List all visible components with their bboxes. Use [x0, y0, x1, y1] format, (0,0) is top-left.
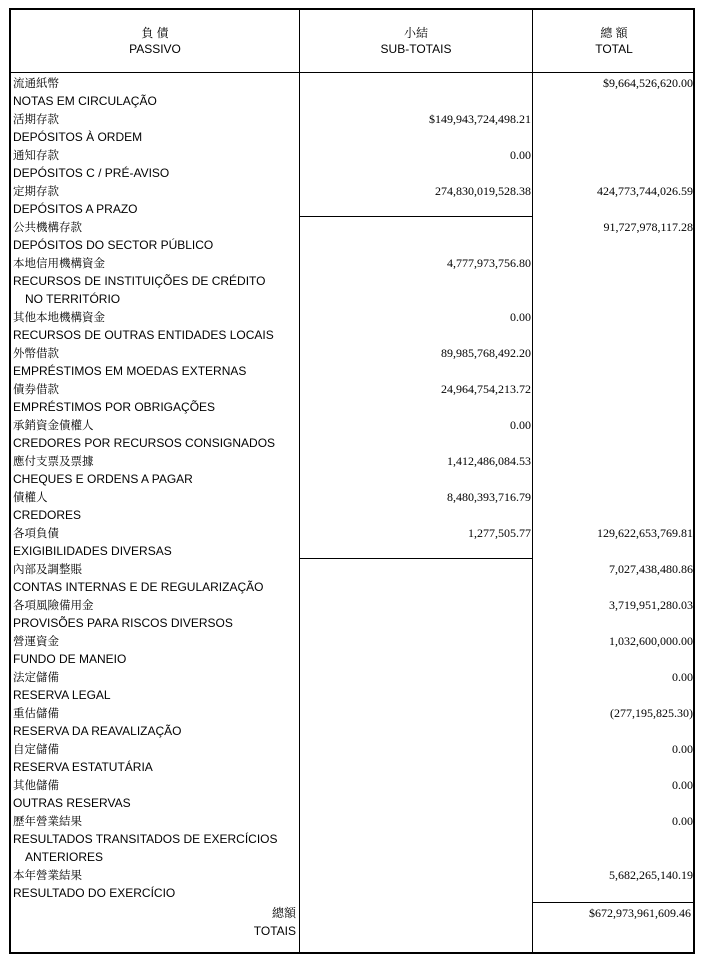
table-row: [11, 866, 695, 902]
header-subtotals: [300, 10, 532, 72]
row-total: 129,622,653,769.81: [597, 526, 693, 540]
table-row: [11, 416, 695, 452]
table-row: [11, 380, 695, 416]
row-total: 1,032,600,000.00: [609, 634, 693, 648]
row-label-pt: RESERVA LEGAL: [13, 688, 111, 702]
row-label-pt: FUNDO DE MANEIO: [13, 652, 127, 666]
row-label-pt: PROVISÕES PARA RISCOS DIVERSOS: [13, 616, 233, 630]
row-subtotal: 0.00: [510, 148, 531, 162]
totals-label-zh: 總額: [271, 906, 296, 920]
row-subtotal: 24,964,754,213.72: [441, 382, 531, 396]
row-label-zh: 其他本地機構資金: [13, 310, 105, 324]
row-label-pt: CREDORES: [13, 508, 82, 522]
row-label-pt: DEPÓSITOS DO SECTOR PÚBLICO: [13, 238, 214, 252]
row-label-zh: 應付支票及票據: [13, 454, 94, 468]
row-label-zh: 各項負債: [13, 526, 59, 540]
row-label-zh: 本年營業結果: [13, 868, 82, 882]
row-label-pt: EMPRÉSTIMOS POR OBRIGAÇÕES: [13, 400, 216, 414]
row-total: 0.00: [672, 778, 693, 792]
table-row: [11, 560, 695, 596]
table-row: [11, 74, 695, 110]
row-total: 7,027,438,480.86: [609, 562, 693, 576]
row-total: 0.00: [672, 814, 693, 828]
row-total: $9,664,526,620.00: [603, 76, 693, 90]
row-label-zh: 其他儲備: [13, 778, 59, 792]
table-row: [11, 344, 695, 380]
row-subtotal: 8,480,393,716.79: [447, 490, 531, 504]
table-row: [11, 596, 695, 632]
row-label-pt: CREDORES POR RECURSOS CONSIGNADOS: [13, 436, 276, 450]
table-row: [11, 254, 695, 306]
balance-sheet-table: [9, 8, 695, 954]
table-row: [11, 488, 695, 524]
row-subtotal: 4,777,973,756.80: [447, 256, 531, 270]
row-label-pt-continued: NO TERRITÓRIO: [25, 292, 121, 306]
header-liabilities-pt: PASSIVO: [129, 42, 181, 56]
row-total: 0.00: [672, 670, 693, 684]
row-total: 91,727,978,117.28: [603, 220, 693, 234]
row-label-pt: RECURSOS DE INSTITUIÇÕES DE CRÉDITO: [13, 274, 266, 288]
row-label-zh: 本地信用機構資金: [13, 256, 105, 270]
row-label-zh: 承銷資金債權人: [13, 418, 94, 432]
row-label-zh: 定期存款: [13, 184, 59, 198]
header-divider: [11, 72, 695, 73]
table-row: [11, 218, 695, 254]
table-row: [11, 110, 695, 146]
row-label-zh: 法定儲備: [13, 670, 59, 684]
row-label-pt: CONTAS INTERNAS E DE REGULARIZAÇÃO: [13, 580, 264, 594]
row-subtotal: 1,412,486,084.53: [447, 454, 531, 468]
row-label-pt: RESERVA ESTATUTÁRIA: [13, 760, 153, 774]
row-label-pt: RECURSOS DE OUTRAS ENTIDADES LOCAIS: [13, 328, 274, 342]
table-row: [11, 524, 695, 560]
totals-amount: $672,973,961,609.46: [589, 906, 691, 920]
header-subtotals-zh: 小結: [403, 26, 428, 40]
row-total: 0.00: [672, 742, 693, 756]
header-total-zh: 總 額: [600, 26, 628, 40]
table-row: [11, 740, 695, 776]
row-label-zh: 公共機構存款: [13, 220, 82, 234]
header-subtotals-pt: SUB-TOTAIS: [380, 42, 452, 56]
header-liabilities: [11, 10, 299, 72]
row-label-zh: 流通紙幣: [13, 76, 59, 90]
row-label-zh: 內部及調整賬: [13, 562, 82, 576]
table-row: [11, 308, 695, 344]
row-label-zh: 通知存款: [13, 148, 59, 162]
row-subtotal: $149,943,724,498.21: [429, 112, 531, 126]
row-label-pt: EMPRÉSTIMOS EM MOEDAS EXTERNAS: [13, 364, 247, 378]
row-subtotal: 0.00: [510, 418, 531, 432]
total-rule: [533, 902, 695, 903]
header-total: [533, 10, 695, 72]
row-label-pt: RESULTADOS TRANSITADOS DE EXERCÍCIOS: [13, 832, 278, 846]
table-row: [11, 452, 695, 488]
row-label-pt: RESERVA DA REAVALIZAÇÃO: [13, 724, 182, 738]
row-total: 424,773,744,026.59: [597, 184, 693, 198]
table-row: [11, 812, 695, 864]
row-label-zh: 活期存款: [13, 112, 59, 126]
row-label-zh: 外幣借款: [13, 346, 59, 360]
table-row: [11, 182, 695, 218]
row-label-pt: DEPÓSITOS À ORDEM: [13, 130, 143, 144]
row-label-pt: OUTRAS RESERVAS: [13, 796, 131, 810]
row-subtotal: 1,277,505.77: [468, 526, 531, 540]
row-label-zh: 營運資金: [13, 634, 59, 648]
row-label-pt: DEPÓSITOS A PRAZO: [13, 202, 138, 216]
row-label-zh: 歷年營業結果: [13, 814, 82, 828]
row-label-pt: RESULTADO DO EXERCÍCIO: [13, 886, 176, 900]
row-label-pt: DEPÓSITOS C / PRÉ-AVISO: [13, 166, 170, 180]
row-subtotal: 89,985,768,492.20: [441, 346, 531, 360]
row-subtotal: 274,830,019,528.38: [435, 184, 531, 198]
table-row: [11, 776, 695, 812]
row-subtotal: 0.00: [510, 310, 531, 324]
table-row: [11, 146, 695, 182]
row-label-zh: 債券借款: [13, 382, 59, 396]
row-total: 5,682,265,140.19: [609, 868, 693, 882]
table-row: [11, 668, 695, 704]
row-label-pt: NOTAS EM CIRCULAÇÃO: [13, 94, 157, 108]
row-label-zh: 債權人: [13, 490, 48, 504]
table-row: [11, 704, 695, 740]
row-label-zh: 自定儲備: [13, 742, 59, 756]
row-label-pt: EXIGIBILIDADES DIVERSAS: [13, 544, 172, 558]
row-total: (277,195,825.30): [610, 706, 693, 720]
row-label-zh: 各項風險備用金: [13, 598, 94, 612]
totals-label-pt: TOTAIS: [253, 924, 296, 938]
row-total: 3,719,951,280.03: [609, 598, 693, 612]
table-row: [11, 632, 695, 668]
row-label-pt: CHEQUES E ORDENS A PAGAR: [13, 472, 193, 486]
header-total-pt: TOTAL: [595, 42, 633, 56]
row-label-pt-continued: ANTERIORES: [25, 850, 104, 864]
row-label-zh: 重估儲備: [13, 706, 59, 720]
header-liabilities-zh: 負 債: [141, 26, 169, 40]
